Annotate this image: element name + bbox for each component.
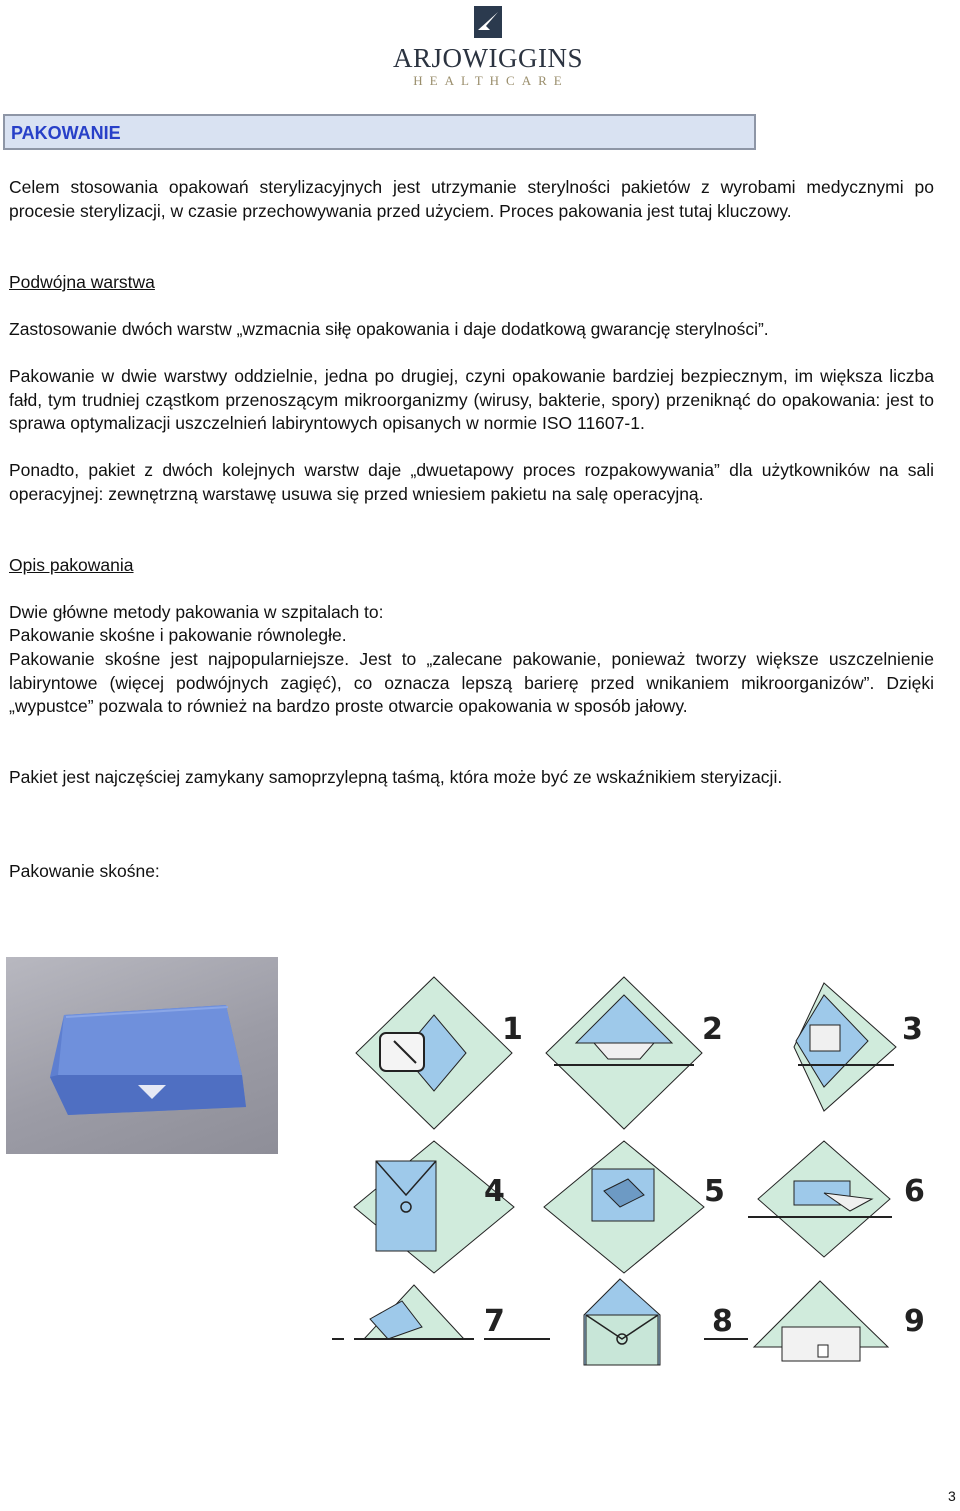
- wrapped-package-photo: [6, 957, 278, 1154]
- heading-double-layer: Podwójna warstwa: [9, 272, 155, 292]
- step-7-illustration: [332, 1285, 474, 1339]
- double-paragraph-1: Zastosowanie dwóch warstw „wzmacnia siłę opakowania i daje dodatkową gwarancję sterylności”.: [9, 319, 769, 339]
- section-title: PAKOWANIE: [11, 123, 121, 143]
- logo-mark-icon: [468, 4, 508, 42]
- arjowiggins-logo: [388, 4, 588, 88]
- page-number: 3: [948, 1488, 956, 1504]
- section-header: [3, 114, 756, 150]
- step-5-illustration: [544, 1141, 704, 1273]
- step-1-illustration: [356, 977, 512, 1129]
- diagonal-wrapping-diagram: [324, 955, 944, 1375]
- double-paragraph-2: Pakowanie w dwie warstwy oddzielnie, jedna po drugiej, czyni opakowanie bardziej bezpiecznym, im większa liczba fałd, tym trudniej cząstkom przenoszącym mikroorganizmy (wirusy, bakterie, spory) przeniknąć do opakowania: jest to sprawa optymalizacji uszczelnień labiryntowych opisanych w normie ISO 11607-1.: [9, 366, 934, 434]
- step-label-1: 1: [502, 1012, 523, 1047]
- step-label-6: 6: [904, 1174, 925, 1209]
- desc-paragraph-1: Dwie główne metody pakowania w szpitalach to:: [9, 602, 384, 622]
- step-3-illustration: [794, 983, 896, 1111]
- desc-paragraph-4: Pakiet jest najczęściej zamykany samoprzylepną taśmą, która może być ze wskaźnikiem steryizacji.: [9, 767, 783, 787]
- figure-caption: Pakowanie skośne:: [9, 861, 160, 881]
- logo-subtitle: HEALTHCARE: [413, 73, 569, 88]
- step-label-7: 7: [484, 1304, 505, 1339]
- step-label-5: 5: [704, 1174, 725, 1209]
- logo-name: ARJOWIGGINS: [393, 43, 583, 73]
- step-8-illustration: [584, 1279, 660, 1365]
- step-2-illustration: [546, 977, 702, 1129]
- step-label-4: 4: [484, 1174, 505, 1209]
- desc-paragraph-2: Pakowanie skośne i pakowanie równoległe.: [9, 625, 347, 645]
- step-6-illustration: [748, 1141, 892, 1257]
- step-label-8: 8: [712, 1304, 733, 1339]
- heading-description: Opis pakowania: [9, 555, 134, 575]
- double-paragraph-3: Ponadto, pakiet z dwóch kolejnych warstw daje „dwuetapowy proces rozpakowywania” dla użytkowników na sali operacyjnej: zewnętrzną warstawę usuwa się przed wniesiem pakietu na salę operacyjną.: [9, 460, 934, 504]
- step-label-2: 2: [702, 1012, 723, 1047]
- desc-paragraph-3: Pakowanie skośne jest najpopularniejsze. Jest to „zalecane pakowanie, ponieważ tworzy większe uszczelnienie labiryntowe (więcej podwójnych zagięć), co oznacza lepszą barierę przed wnikaniem mikroorganizów”. Dzięki „wypustce” pozwala to również na bardzo proste otwarcie opakowania w sposób jałowy.: [9, 649, 934, 717]
- step-9-illustration: [754, 1281, 888, 1361]
- step-label-3: 3: [902, 1012, 923, 1047]
- intro-paragraph: Celem stosowania opakowań sterylizacyjnych jest utrzymanie sterylności pakietów z wyrobami medycznymi po procesie sterylizacji, w czasie przechowywania przed użyciem. Proces pakowania jest tutaj kluczowy.: [9, 177, 934, 221]
- step-label-9: 9: [904, 1304, 925, 1339]
